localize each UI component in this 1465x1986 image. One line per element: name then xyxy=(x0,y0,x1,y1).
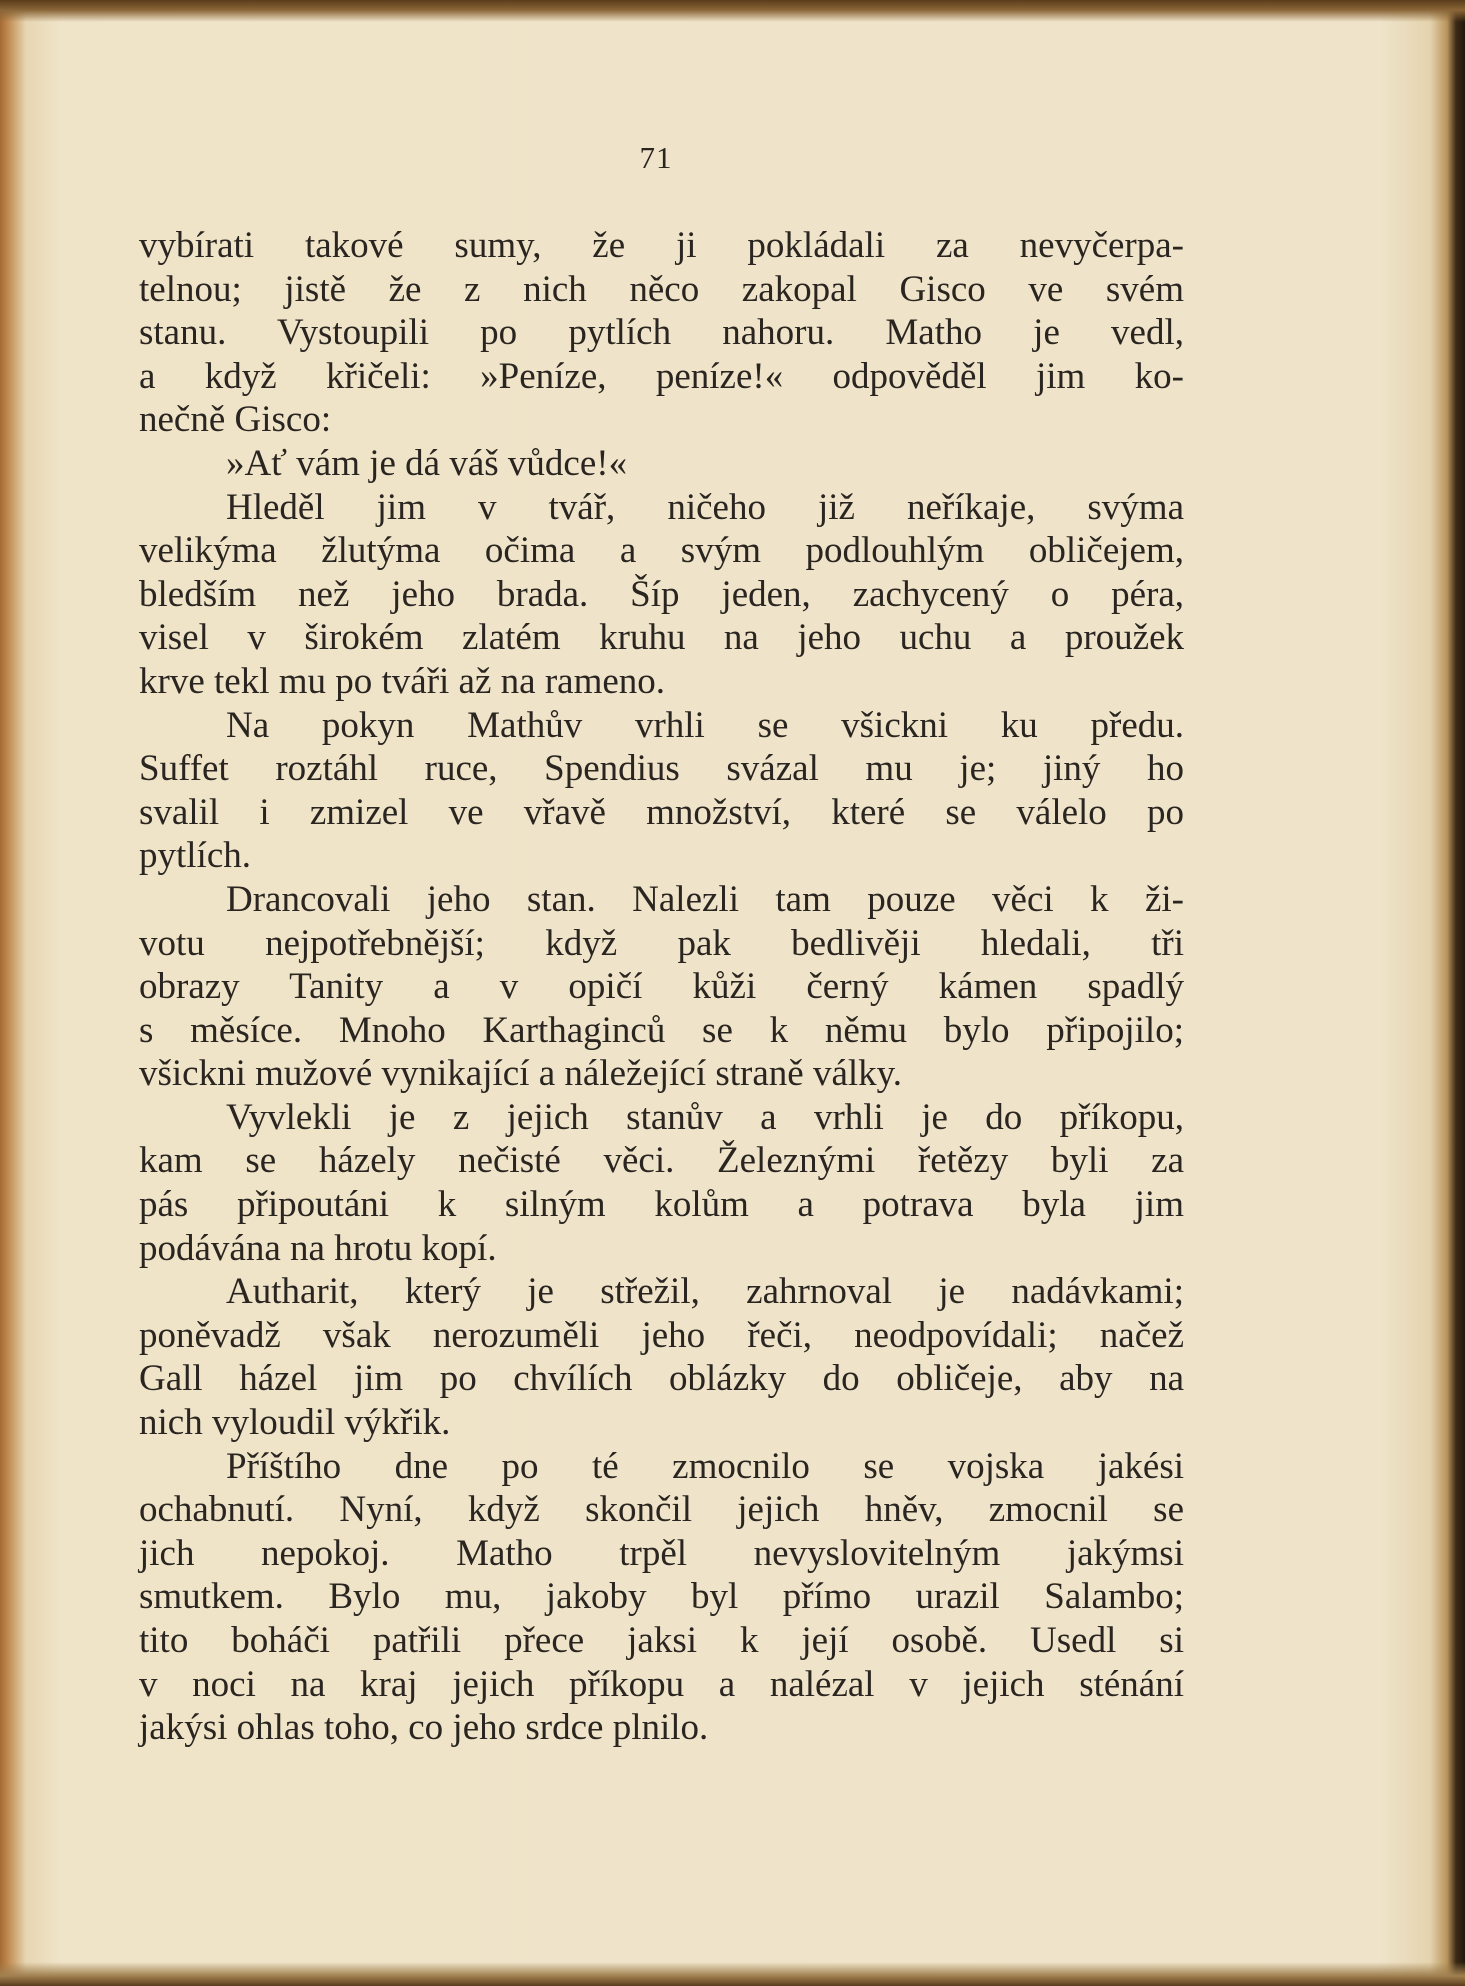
text-line: obrazy Tanity a v opičí kůži černý kámen spadlý xyxy=(139,966,1184,1008)
text-line: pás připoutáni k silným kolům a potrava byla jim xyxy=(139,1184,1184,1226)
text-line: votu nejpotřebnější; když pak bedlivěji hledali, tři xyxy=(139,922,1184,964)
text-line: nich vyloudil výkřik. xyxy=(139,1402,451,1444)
text-line: Gall házel jim po chvílích oblázky do obličeje, aby na xyxy=(139,1358,1184,1400)
text-line: Autharit, který je střežil, zahrnoval je nadávkami; xyxy=(226,1271,1184,1313)
text-line: visel v širokém zlatém kruhu na jeho uchu a proužek xyxy=(139,617,1184,659)
text-line: pytlích. xyxy=(139,835,252,877)
text-line: bledším než jeho brada. Šíp jeden, zachycený o péra, xyxy=(139,573,1184,615)
text-line: svalil i zmizel ve vřavě množství, které se válelo po xyxy=(139,791,1184,833)
text-line: Vyvlekli je z jejich stanův a vrhli je do příkopu, xyxy=(226,1096,1184,1138)
text-line: Na pokyn Mathův vrhli se všickni ku předu. xyxy=(226,704,1184,746)
text-line: Drancovali jeho stan. Nalezli tam pouze věci k ži- xyxy=(226,878,1184,920)
text-line: Příštího dne po té zmocnilo se vojska jakési xyxy=(226,1445,1184,1487)
text-line: jich nepokoj. Matho trpěl nevyslovitelným jakýmsi xyxy=(139,1532,1184,1574)
text-line: jakýsi ohlas toho, co jeho srdce plnilo. xyxy=(139,1707,709,1749)
text-line: tito boháči patřili přece jaksi k její osobě. Usedl si xyxy=(139,1620,1184,1661)
text-line: smutkem. Bylo mu, jakoby byl přímo urazil Salambo; xyxy=(139,1576,1184,1618)
text-line: kam se házely nečisté věci. Železnými řetězy byli za xyxy=(139,1140,1184,1182)
text-line: Hleděl jim v tvář, ničeho již neříkaje, svýma xyxy=(226,486,1184,528)
text-line: telnou; jistě že z nich něco zakopal Gisco ve svém xyxy=(139,268,1184,310)
text-line: »Ať vám je dá váš vůdce!« xyxy=(226,442,628,484)
text-line: poněvadž však nerozuměli jeho řeči, neodpovídali; načež xyxy=(139,1314,1184,1356)
text-line: podávána na hrotu kopí. xyxy=(139,1227,497,1269)
text-line: všickni mužové vynikající a náležející straně války. xyxy=(139,1053,903,1095)
text-line: ochabnutí. Nyní, když skončil jejich hněv, zmocnil se xyxy=(139,1489,1184,1531)
text-line: velikýma žlutýma očima a svým podlouhlým obličejem, xyxy=(139,530,1184,572)
text-line: stanu. Vystoupili po pytlích nahoru. Matho je vedl, xyxy=(139,312,1184,354)
text-line: v noci na kraj jejich příkopu a nalézal v jejich sténání xyxy=(139,1663,1184,1705)
text-line: vybírati takové sumy, že ji pokládali za nevyčerpa- xyxy=(139,225,1184,266)
text-line: Suffet roztáhl ruce, Spendius svázal mu je; jiný ho xyxy=(139,748,1184,790)
text-line: a když křičeli: »Peníze, peníze!« odpověděl jim ko- xyxy=(139,355,1184,397)
text-line: nečně Gisco: xyxy=(139,399,332,441)
text-line: s měsíce. Mnoho Karthaginců se k němu bylo připojilo; xyxy=(139,1009,1184,1051)
page-number: 71 xyxy=(639,140,673,175)
text-line: krve tekl mu po tváři až na rameno. xyxy=(139,660,666,702)
text-block xyxy=(139,224,1184,1750)
